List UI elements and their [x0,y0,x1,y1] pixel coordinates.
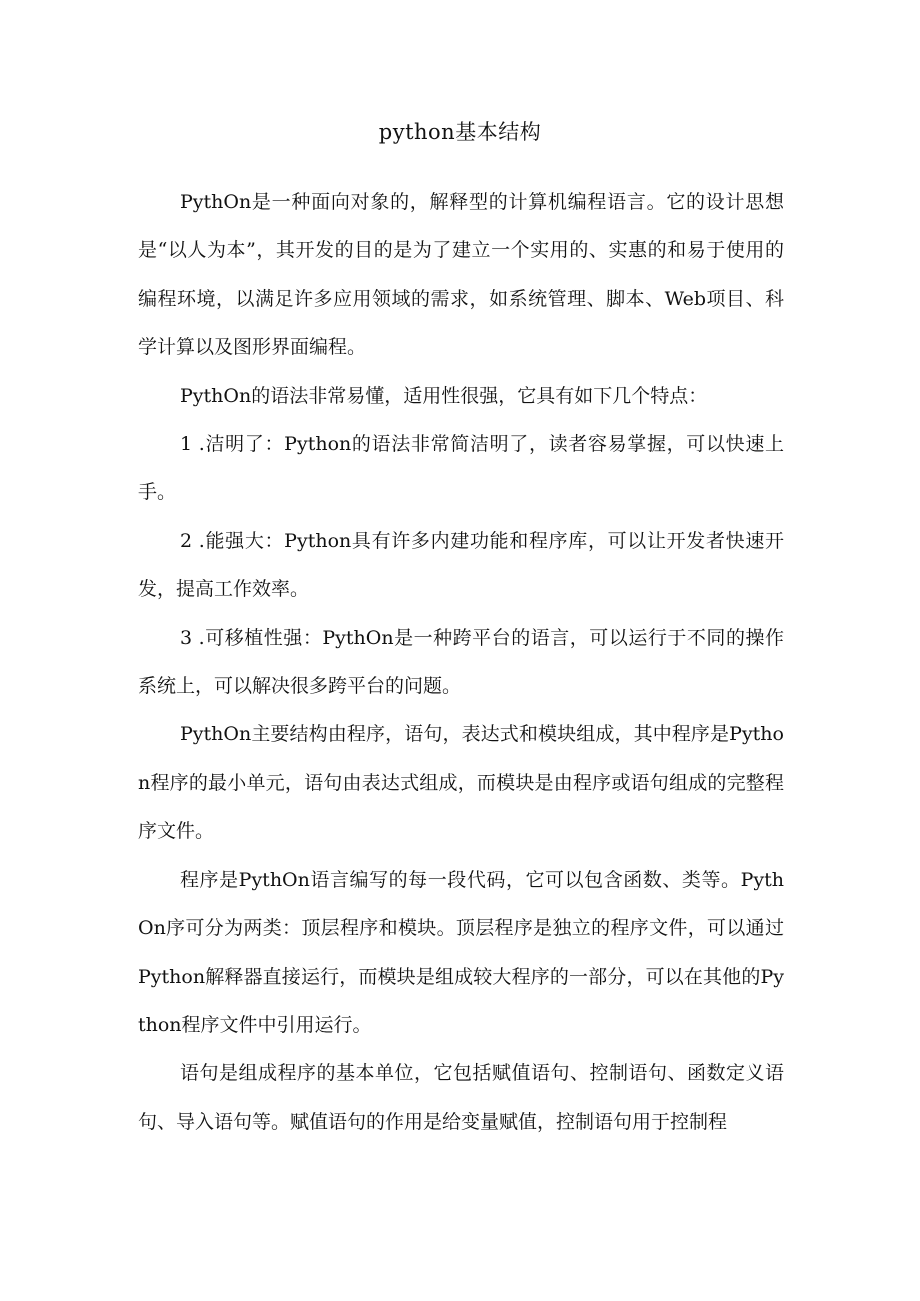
paragraph-program: 程序是PythOn语言编写的每一段代码，它可以包含函数、类等。PythOn序可分为两类：顶层程序和模块。顶层程序是独立的程序文件，可以通过Python解释器直接运行，而模块是组成较大程序的一部分，可以在其他的Python程序文件中引用运行。 [138,868,784,1036]
paragraph-feature-2: 2 .能强大：Python具有许多内建功能和程序库，可以让开发者快速开发，提高工作效率。 [138,529,784,601]
document-body [138,178,784,1146]
document-title: python基本结构 [378,120,542,144]
paragraph-intro: PythOn是一种面向对象的，解释型的计算机编程语言。它的设计思想是“以人为本”，其开发的目的是为了建立一个实用的、实惠的和易于使用的编程环境，以满足许多应用领域的需求，如系统管理、脚本、Web项目、科学计算以及图形界面编程。 [138,191,784,359]
paragraph-feature-1: 1 .洁明了：Python的语法非常简洁明了，读者容易掌握，可以快速上手。 [138,433,784,504]
paragraph-structure: PythOn主要结构由程序，语句，表达式和模块组成，其中程序是Python程序的最小单元，语句由表达式组成，而模块是由程序或语句组成的完整程序文件。 [138,723,784,843]
paragraph-statement: 语句是组成程序的基本单位，它包括赋值语句、控制语句、函数定义语句、导入语句等。赋值语句的作用是给变量赋值，控制语句用于控制程 [138,1062,784,1133]
paragraph-feature-3: 3 .可移植性强：PythOn是一种跨平台的语言，可以运行于不同的操作系统上，可以解决很多跨平台的问题。 [138,626,784,698]
paragraph-features-lead: PythOn的语法非常易懂，适用性很强，它具有如下几个特点： [180,384,708,407]
